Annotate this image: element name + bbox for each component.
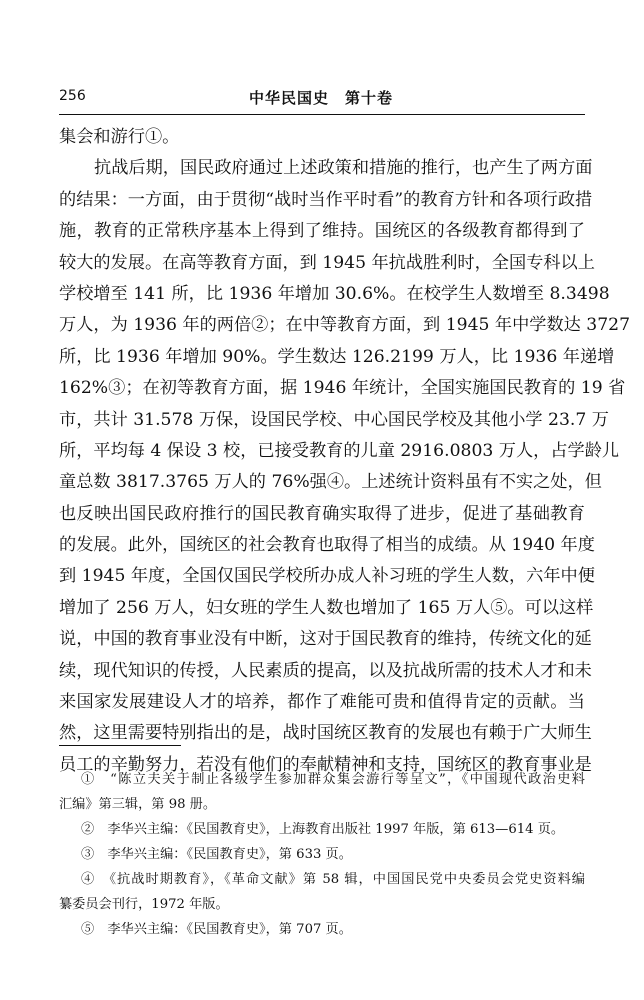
body-line: 然，这里需要特别指出的是，战时国统区教育的发展也有赖于广大师生 [59, 723, 592, 744]
footnote-line: ① “陈立夫关于制止各级学生参加群众集会游行等呈文”，《中国现代政治史料 [81, 772, 585, 787]
body-line: 也反映出国民政府推行的国民教育确实取得了进步，促进了基础教育 [59, 503, 585, 524]
body-line: 较大的发展。在高等教育方面，到 1945 年抗战胜利时，全国专科以上 [59, 252, 595, 273]
footnote-rule [59, 745, 181, 746]
body-line: 的发展。此外，国统区的社会教育也取得了相当的成绩。从 1940 年度 [59, 535, 595, 556]
body-line: 所，比 1936 年增加 90%。学生数达 126.2199 万人，比 1936 年递增 [59, 346, 615, 367]
footnote-line: ④ 《抗战时期教育》，《革命文献》第 58 辑，中国国民党中央委员会党史资料编 [81, 872, 585, 887]
page-header [59, 88, 585, 110]
body-line: 所，平均每 4 保设 3 校，已接受教育的儿童 2916.0803 万人，占学龄儿 [59, 440, 620, 461]
page-number: 256 [59, 88, 86, 104]
body-line: 续，现代知识的传授，人民素质的提高，以及抗战所需的技术人才和未 [59, 660, 592, 681]
running-title: 中华民国史 第十卷 [249, 89, 394, 107]
body-text [59, 122, 631, 781]
body-line: 的结果：一方面，由于贯彻“战时当作平时看”的教育方针和各项行政措 [59, 189, 593, 210]
footnote-line: ② 李华兴主编：《民国教育史》，上海教育出版社 1997 年版，第 613—614 页。 [81, 822, 565, 837]
body-line: 来国家发展建设人才的培养，都作了难能可贵和值得肯定的贡献。当 [59, 692, 585, 713]
body-line: 万人，为 1936 年的两倍②；在中等教育方面，到 1945 年中学数达 3727 [59, 315, 631, 336]
footnotes [59, 767, 585, 942]
body-line: 增加了 256 万人，妇女班的学生人数也增加了 165 万人⑤。可以这样 [59, 597, 594, 618]
footnote-line: 汇编》第三辑，第 98 册。 [59, 797, 217, 812]
header-rule [59, 114, 585, 115]
footnote-line: ⑤ 李华兴主编：《民国教育史》，第 707 页。 [81, 922, 352, 937]
body-line: 施，教育的正常秩序基本上得到了维持。国统区的各级教育都得到了 [59, 221, 585, 242]
body-line: 市，共计 31.578 万保，设国民学校、中心国民学校及其他小学 23.7 万 [59, 409, 609, 430]
body-line: 说，中国的教育事业没有中断，这对于国民教育的维持，传统文化的延 [59, 629, 592, 650]
body-line: 学校增至 141 所，比 1936 年增加 30.6%。在校学生人数增至 8.3498 [59, 283, 610, 304]
body-line: 员工的辛勤努力，若没有他们的奉献精神和支持，国统区的教育事业是 [59, 754, 592, 775]
footnote-line: 纂委员会刊行，1972 年版。 [59, 897, 229, 912]
body-line: 162%③；在初等教育方面，据 1946 年统计，全国实施国民教育的 19 省 [59, 378, 626, 399]
body-line: 抗战后期，国民政府通过上述政策和措施的推行，也产生了两方面 [94, 158, 593, 179]
body-line: 童总数 3817.3765 万人的 76%强④。上述统计资料虽有不实之处，但 [59, 472, 602, 493]
body-line: 到 1945 年度，全国仅国民学校所办成人补习班的学生人数，六年中便 [59, 566, 595, 587]
footnote-line: ③ 李华兴主编：《民国教育史》，第 633 页。 [81, 847, 352, 862]
body-line: 集会和游行①。 [59, 127, 180, 147]
